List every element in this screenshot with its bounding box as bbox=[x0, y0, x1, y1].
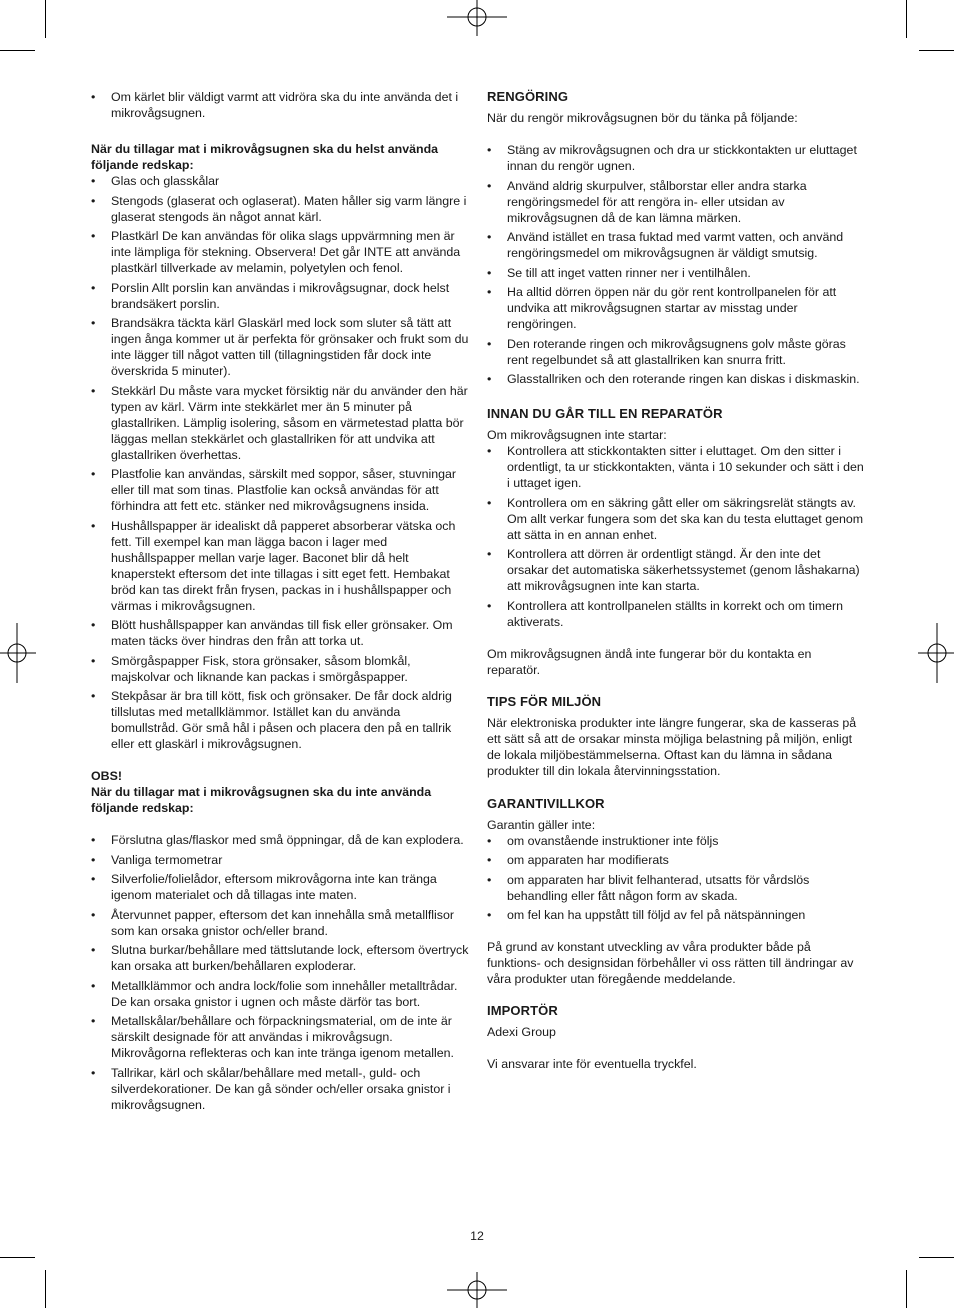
registration-mark-icon bbox=[447, 1272, 507, 1308]
repair-intro: Om mikrovågsugnen inte startar: bbox=[487, 428, 667, 442]
list-item: • Ha alltid dörren öppen när du gör rent kontrollpanelen för att undvika att mikrovågsugnen startar av misstag under rengöringen. bbox=[487, 284, 865, 332]
list-item: • Om kärlet blir väldigt varmt att vidröra ska du inte använda det i mikrovågsugnen. bbox=[91, 89, 469, 121]
disclaimer: Vi ansvarar inte för eventuella tryckfel. bbox=[487, 1057, 697, 1071]
list-item: • Plastfolie kan användas, särskilt med soppor, såser, stuvningar eller till mat som tinas. Plastfolie kan också användas för att förhindra att fett etc. stänker ned mikrovågsugnens insida. bbox=[91, 466, 469, 514]
crop-mark bbox=[919, 50, 954, 51]
crop-mark bbox=[0, 1257, 35, 1258]
registration-mark-icon bbox=[918, 623, 954, 683]
registration-mark-icon bbox=[447, 0, 507, 36]
list-item: • Blött hushållspapper kan användas till fisk eller grönsaker. Om maten täcks över hindras den från att torka ut. bbox=[91, 617, 469, 649]
list-item: • Förslutna glas/flaskor med små öppningar, då de kan explodera. bbox=[91, 832, 469, 848]
cleaning-list bbox=[487, 142, 865, 387]
crop-mark bbox=[0, 50, 35, 51]
repair-outro: Om mikrovågsugnen ändå inte fungerar bör du kontakta en reparatör. bbox=[487, 646, 812, 677]
list-item: • Kontrollera att stickkontakten sitter i eluttaget. Om den sitter i ordentligt, ta ur stickkontakten, vänta i 10 sekunder och sätt i den i uttaget igen. bbox=[487, 443, 865, 491]
section-title-cleaning: RENGÖRING bbox=[487, 89, 569, 104]
list-item: • Använd istället en trasa fuktad med varmt vatten, och använd rengöringsmedel om mikrovågsugnen är väldigt smutsig. bbox=[487, 229, 865, 261]
list-item: • Smörgåspapper Fisk, stora grönsaker, såsom blomkål, majskolvar och liknande kan packas i smörgåspapper. bbox=[91, 653, 469, 685]
list-item: • Tallrikar, kärl och skålar/behållare med metall-, guld- och silverdekorationer. De kan gå sönder och/eller orsaka gnistor i mikrovågsugnen. bbox=[91, 1065, 469, 1113]
list-item: • Stengods (glaserat och oglaserat). Maten håller sig varm längre i glaserat stengods än något annat kärl. bbox=[91, 193, 469, 225]
warranty-outro: På grund av konstant utveckling av våra produkter både på funktions- och designsidan förbehåller vi oss rätten till ändringar av våra produkter utan föregående meddelande. bbox=[487, 940, 854, 986]
list-item: • Metallskålar/behållare och förpackningsmaterial, om de inte är särskilt designade för att användas i mikrovågsugn. Mikrovågorna reflekteras och kan inte tränga igenom metallen. bbox=[91, 1013, 469, 1061]
list-item: • Brandsäkra täckta kärl Glaskärl med lock som sluter så tätt att ingen ånga kommer ut är perfekta för grönsaker och frukt som du inte lägger till något vatten till (tillagningstiden får dock inte överskrida 5 minuter). bbox=[91, 315, 469, 379]
list-item: • Stekpåsar är bra till kött, fisk och grönsaker. De får dock aldrig tillslutas med metallklämmor. Istället kan du använda bomullstråd. Gör små hål i påsen och placera den på en tallrik eller ett glaskärl i mikrovågsugnen. bbox=[91, 688, 469, 752]
list-item: • Se till att inget vatten rinner ner i ventilhålen. bbox=[487, 265, 865, 281]
importer-name: Adexi Group bbox=[487, 1025, 556, 1039]
list-item: • Silverfolie/folielådor, eftersom mikrovågorna inte kan tränga igenom materialet och då tillagas inte maten. bbox=[91, 871, 469, 903]
list-item: • Hushållspapper är idealiskt då papperet absorberar vätska och fett. Till exempel kan man lägga bacon i lager med hushållspapper mellan varje lager. Baconet blir då helt knaperstekt eftersom det inte tillagas i sitt eget fett. Hembakat bröd kan tas direkt från frysen, packas in i hushållspapper och värmas i mikrovågsugnen. bbox=[91, 518, 469, 614]
list-item: • Den roterande ringen och mikrovågsugnens golv måste göras rent regelbundet så att glastallriken kan snurra fritt. bbox=[487, 336, 865, 368]
list-item: • Vanliga termometrar bbox=[91, 852, 469, 868]
list-item: • Stäng av mikrovågsugnen och dra ur stickkontakten ur eluttaget innan du rengör ugnen. bbox=[487, 142, 865, 174]
list-item: • om apparaten har modifierats bbox=[487, 852, 865, 868]
list-item: • Kontrollera om en säkring gått eller om säkringsrelät stängts av. Om allt verkar fungera som det ska kan du testa eluttaget genom att sätta in en annan enhet. bbox=[487, 495, 865, 543]
list-item: • Glas och glasskålar bbox=[91, 173, 469, 189]
crop-mark bbox=[45, 1270, 46, 1308]
use-heading: När du tillagar mat i mikrovågsugnen ska du helst använda följande redskap: bbox=[91, 142, 439, 172]
list-item: • om apparaten har blivit felhanterad, utsatts för vårdslös behandling eller fått någon form av skada. bbox=[487, 872, 865, 904]
crop-mark bbox=[45, 0, 46, 38]
crop-mark bbox=[906, 0, 907, 38]
section-title-warranty: GARANTIVILLKOR bbox=[487, 795, 605, 811]
list-item: • Stekkärl Du måste vara mycket försiktig när du använder den här typen av kärl. Värm inte stekkärlet mer än 5 minuter på glastallriken. Lämplig isolering, såsom en värmetestad platta bör läggas mellan stekkärlet och glastallriken för att undvika att glastallriken överhettas. bbox=[91, 383, 469, 463]
warranty-intro: Garantin gäller inte: bbox=[487, 817, 596, 832]
left-column bbox=[91, 89, 469, 1116]
use-list bbox=[91, 173, 469, 752]
crop-mark bbox=[919, 1257, 954, 1258]
avoid-list bbox=[91, 832, 469, 1113]
intro-list bbox=[91, 89, 469, 121]
registration-mark-icon bbox=[0, 623, 36, 683]
cleaning-intro: När du rengör mikrovågsugnen bör du tänka på följande: bbox=[487, 111, 798, 125]
avoid-heading: När du tillagar mat i mikrovågsugnen ska du inte använda följande redskap: bbox=[91, 785, 432, 815]
list-item: • Porslin Allt porslin kan användas i mikrovågsugnar, dock helst brandsäkert porslin. bbox=[91, 280, 469, 312]
list-item: • Metallklämmor och andra lock/folie som innehåller metalltrådar. De kan orsaka gnistor i ugnen och måste därför tas bort. bbox=[91, 978, 469, 1010]
obs-label: OBS! bbox=[91, 769, 122, 783]
environment-text: När elektroniska produkter inte längre fungerar, ska de kasseras på ett sätt så att de orsakar minsta möjliga belastning på miljön, enligt de lokala miljöbestämmelserna. Oftast kan du lämna in sådana produkter till din lokala återvinningsstation. bbox=[487, 715, 857, 778]
list-item: • Glasstallriken och den roterande ringen kan diskas i diskmaskin. bbox=[487, 371, 865, 387]
section-title-importer: IMPORTÖR bbox=[487, 1003, 558, 1018]
crop-mark bbox=[906, 1270, 907, 1308]
list-item: • om ovanstående instruktioner inte följs bbox=[487, 833, 865, 849]
repair-list bbox=[487, 443, 865, 630]
list-item: • Återvunnet papper, eftersom det kan innehålla små metallflisor som kan orsaka gnistor och/eller brand. bbox=[91, 907, 469, 939]
list-item: • Slutna burkar/behållare med tättslutande lock, eftersom övertryck kan orsaka att burken/behållaren exploderar. bbox=[91, 942, 469, 974]
list-item: • Plastkärl De kan användas för olika slags uppvärmning men är inte lämpliga för stekning. Observera! Det går INTE att använda plastkärl tillverkade av melamin, polyetylen och fenol. bbox=[91, 228, 469, 276]
right-column bbox=[487, 89, 865, 1072]
list-item: • Kontrollera att dörren är ordentligt stängd. Är den inte det orsakar det automatiska säkerhetssystemet (genom låshakarna) att mikrovågsugnen inte kan starta. bbox=[487, 546, 865, 594]
list-item: • om fel kan ha uppstått till följd av fel på nätspänningen bbox=[487, 907, 865, 923]
warranty-list bbox=[487, 833, 865, 924]
section-title-repair: INNAN DU GÅR TILL EN REPARATÖR bbox=[487, 406, 723, 421]
section-title-environment: TIPS FÖR MILJÖN bbox=[487, 693, 602, 709]
list-item: • Använd aldrig skurpulver, stålborstar eller andra starka rengöringsmedel för att rengöra in- eller utsidan av mikrovågsugnen då de kan lämna märken. bbox=[487, 178, 865, 226]
list-item: • Kontrollera att kontrollpanelen ställts in korrekt och om timern aktiverats. bbox=[487, 598, 865, 630]
page-number: 12 bbox=[470, 1229, 484, 1243]
